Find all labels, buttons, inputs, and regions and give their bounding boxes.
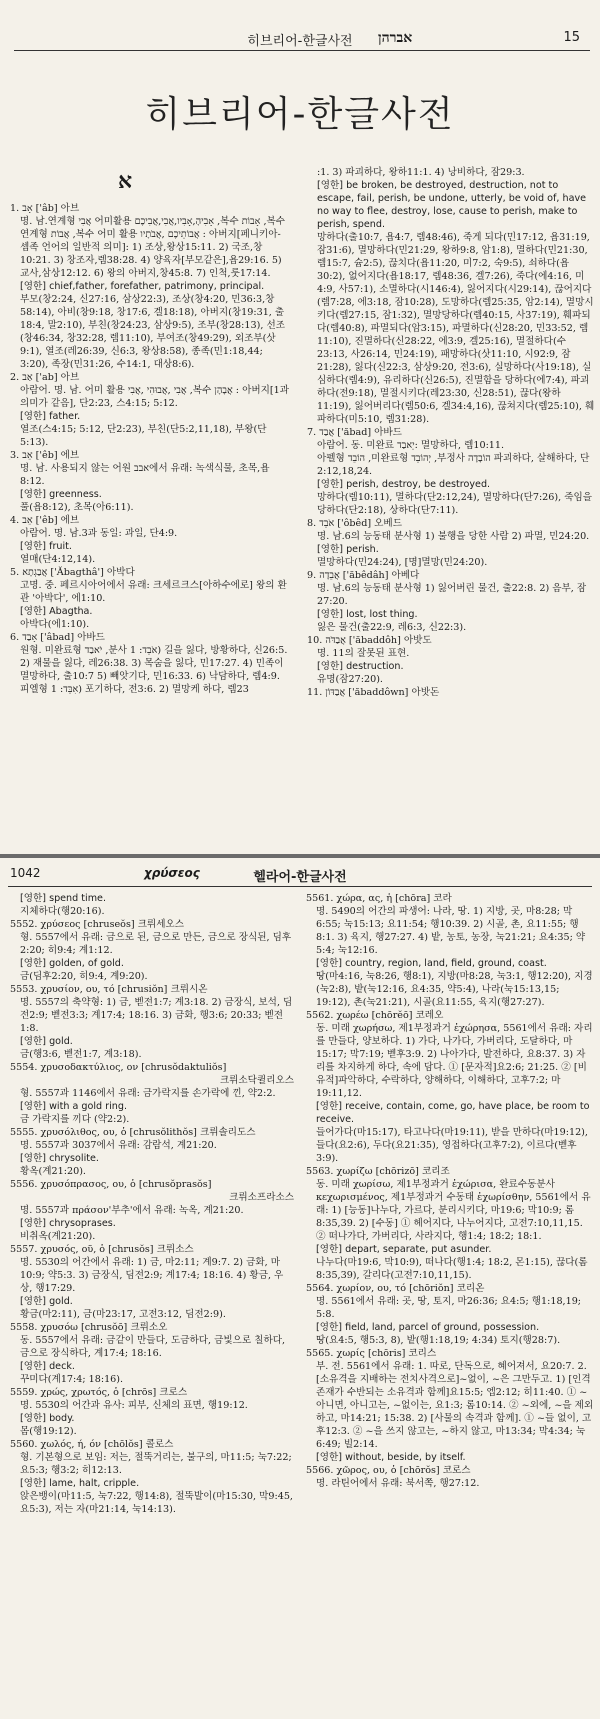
entry-english-meaning: [영한] gold. [20,1296,73,1307]
entry-definition: 명. 5557과 πράσον'부추'에서 유래: 녹옥, 계21:20. [20,1205,244,1216]
entry-headword: 2. אַב ['ab] 아브 [10,372,80,383]
entry-headword: 5556. χρυσόπρασος, ου, ὁ [chrusŏprasŏs] [10,1179,212,1190]
entry-english-meaning: [영한] be broken, be destroyed, destruction, not to escape, fail, perish, be undone, utterly, be void of, have no way to flee, destroy, lose, cause to perish, make to perish, spend. [317,180,587,230]
entry-definition: 비취옥(계21:20). [20,1231,96,1242]
header-guide-word: χρύσεος [144,866,200,880]
entry-definition: 금(딤후2:20, 히9:4, 계9:20). [20,971,148,982]
entry-definition: 명. 5557의 축약형: 1) 금, 벧전1:7; 계3:18. 2) 금장식, 보석, 딤전2:9; 벧전3:3; 계17:4; 18:16. 3) 금화, 행3:6; 20:33; 벧전1:8. [20,997,293,1034]
entry-headword: 5563. χωρίζω [chōrizō] 코리조 [306,1166,450,1177]
entry-headword: 1. אָב ['âb] 아브 [10,203,80,214]
entry-headword: 5562. χωρέω [chōrĕō] 코레오 [306,1010,444,1021]
entry-headword: 5558. χρυσόω [chrusŏō] 크뤼소오 [10,1322,168,1333]
entry-english-meaning: [영한] fruit. [20,541,72,552]
running-header-title: 헬라어-한글사전 [253,870,347,885]
entry-english-meaning: [영한] golden, of gold. [20,958,124,969]
entry-definition: :1. 3) 파괴하다, 왕하11:1. 4) 낭비하다, 잠29:3. [317,167,525,178]
entry-definition: 아람어. 동. 미완료 יֵאבַד: 멸망하다, 렘10:11. [317,440,505,451]
entry-headword: 3. אֵב ['êb] 에브 [10,450,80,461]
entry-definition: 금 가락지를 끼다 (약2:2). [20,1114,130,1125]
entry-definition: 열매(단4:12,14). [20,554,96,565]
entry-definition: 나누다(마19:6, 막10:9), 떠나다(행1:4; 18:2, 몬1:15), 끊다(롬8:35,39), 갈리다(고전7:10,11,15). [316,1257,588,1281]
entry-headword: 10. אֲבַדֹּה ['ăbaddôh] 아밧도 [307,635,432,646]
entry-definition: 명. 남.6의 능동태 분사형 1) 불행을 당한 사람 2) 파멸, 민24:20. [317,531,590,542]
entry-definition: 앉은뱅이(마11:5, 눅7:22, 행14:8), 절뚝발이(마15:30, 막9:45, 요5:3), 저는 자(마21:14, 눅14:13). [20,1491,293,1515]
entry-headword: 9. אֲבֵדָה ['ăbêdâh] 아베다 [307,570,420,581]
column-left [10,202,289,850]
entry-definition: 황옥(계21:20). [20,1166,86,1177]
entry-english-meaning: [영한] chief,father, forefather, patrimony, principal. [20,281,265,292]
entry-definition: 금(행3:6, 벧전1:7, 계3:18). [20,1049,142,1060]
entry-english-meaning: [영한] lost, lost thing. [317,609,418,620]
entry-definition: 망하다(출10:7, 욥4:7, 렘48:46), 죽게 되다(민17:12, 욥31:19, 잠31:6), 멸망하다(민21:29, 왕하9:8, 암1:8), 멸하다(민21:30, 렘15:7, 슘2:5), 끊치다(욥11:20, 미7:2, 숙9:5), 쇠하다(욥30:2), 없어지다(욥18:17, 렘48:36, 겔7:26), 죽다(에4:16, 미4:9, 사57:1), 소멸하다(시146:4), 잃어지다(시29:14), 끊어지다(렘7:28, 에3:18, 잠10:28), 도망하다(렘25:35, 암2:14), 멸망시키다(렘27:15, 잠1:32), 멸망당하다(렘40:15, 사37:19), 훼파되다(렘40:8), 파멸되다(암3:15), 파멸하다(신28:20, 민33:52, 렘11:10), 진멸하다(신28:22, 에3:9, 겔25:16), 멸절하다(수23:13, 사26:14, 민24:19), 패망하다(삿11:10, 시92:9, 잠21:28), 잃다(신22:3, 삼상9:20, 전3:6), 실망하다(사19:18), 실심하다(렘4:9), 유리하다(신26:5), 진멸함을 당하다(에7:4), 파괴하다(전9:18), 멸절시키다(레23:30, 신28:51), 끊다(왕하11:19), 잃어버리다(렘50:6, 겔34:4,16), 끊쳐지다(렘25:10), 훼파하다(미5:10, 렘31:28). [317,232,595,425]
entry-english-meaning: [영한] chrysolite. [20,1153,99,1164]
entry-definition: 지체하다(행20:16). [20,906,105,917]
entry-headword: 5552. χρύσεος [chruseŏs] 크뤼세오스 [10,919,185,930]
entry-headword: 5557. χρυσός, οῦ, ὁ [chrusŏs] 크뤼소스 [10,1244,194,1255]
entry-definition: 명. 11의 잘못된 표현. [317,648,410,659]
entry-definition: 명. 5557과 3037에서 유래: 감람석, 계21:20. [20,1140,217,1151]
entry-definition: 형. 5557과 1146에서 유래: 금가락지를 손가락에 낀, 약2:2. [20,1088,276,1099]
entry-headword: 5555. χρυσόλιθος, ου, ὁ [chrusŏlithŏs] 크뤼솔리도스 [10,1127,256,1138]
entry-definition: 들어가다(마15:17), 타고나다(마19:11), 받을 만하다(마19:12), 들다(요2:6), 두다(요21:35), 영접하다(고후7:2), 이르다(벧후3:9). [316,1127,588,1164]
column-right [307,166,595,850]
entry-definition: 열조(스4:15; 5:12, 단2:23), 부친(단5:2,11,18), 부왕(단5:13). [20,424,267,448]
entry-headword: 5565. χωρίς [chōris] 코리스 [306,1348,437,1359]
entry-definition: 동. 5557에서 유래: 금같이 만들다, 도금하다, 금빛으로 칠하다, 금으로 장식하다, 계17:4; 18:16. [20,1335,286,1359]
entry-english-meaning: [영한] country, region, land, field, ground, coast. [316,958,547,969]
entry-definition: 아람어. 명. 남. 어미 활용 אֲבִי ,אֲבוּהִי ,אֲבִי ,복수 אֲבָהָן : 아버지[1과 의미가 같음], 단2:23, 스4:15; 5:12. [20,385,289,409]
entry-headword: 5564. χωρίον, ου, τό [chōriŏn] 코리온 [306,1283,485,1294]
entry-definition: 고명. 중. 페르시아어에서 유래: 크세르크스[아하수에로] 왕의 환관 '아박다', 에1:10. [20,580,287,604]
entry-definition: 유명(잠27:20). [317,674,383,685]
entry-headword: 7. אֲבַד ['ăbad] 아바드 [307,427,402,438]
entry-definition: 풀(욥8:12), 초목(아6:11). [20,502,134,513]
running-header [0,858,600,885]
entry-definition: 피엘형 אִבֵּד: 1) 포기하다, 전3:6. 2) 멸망케 하다, 렘23 [20,684,249,695]
entry-headword: 8. אֹבֵד ['ôbêd] 오베드 [307,518,402,529]
entry-english-meaning: [영한] perish. [317,544,379,555]
entry-headword: 5553. χρυσίον, ου, τό [chrusiŏn] 크뤼시온 [10,984,208,995]
entry-definition: 명. 5530의 어간과 유사: 피부, 신체의 표면, 행19:12. [20,1400,248,1411]
entry-definition: 땅(요4:5, 행5:3, 8), 밭(행1:18,19; 4:34) 토지(행28:7). [316,1335,561,1346]
page-number: 1042 [10,866,41,880]
entry-definition: 아람어. 명. 남.3과 동일: 과일, 단4:9. [20,528,178,539]
entry-english-meaning: [영한] receive, contain, come, go, have place, be room to receive. [316,1101,590,1125]
entry-english-meaning: [영한] perish, destroy, be destroyed. [317,479,491,490]
column-right [306,892,594,1716]
dictionary-page-hebrew [0,0,600,854]
header-rule [8,886,592,887]
entry-headword: 5. אֲבַגְתָא ['Ăbagthâ'] 아박다 [10,567,135,578]
entry-definition: 꾸미다(계17:4; 18:16). [20,1374,124,1385]
entry-english-meaning: [영한] father. [20,411,81,422]
entry-definition: 명. 라틴어에서 유래: 북서쪽, 행27:12. [316,1478,480,1489]
entry-definition: 원형. 미완료형 יֹאבַד ,분사 אֹבֵד: 1) 길을 잃다, 방황하다, 신26:5. 2) 재물을 잃다, 레26:38. 3) 목숨을 잃다, 민17:27. 4) 민족이 멸망하다, 출10:7 5) 빼앗기다, 민16:33. 6) 낙담하다, 렘4:9. [20,645,288,682]
entry-english-meaning: [영한] field, land, parcel of ground, possession. [316,1322,540,1333]
entry-english-meaning: [영한] gold. [20,1036,73,1047]
entry-definition: 아펠형 הוֹבֵד ,미완료형 יְהוֹבֵד ,부정사 הוֹבָדָה 파괴하다, 살해하다, 단2:12,18,24. [317,453,590,477]
header-rule [14,50,590,51]
column-left [10,892,294,1716]
entry-english-meaning: [영한] destruction. [317,661,404,672]
entry-english-meaning: [영한] depart, separate, put asunder. [316,1244,492,1255]
entry-headword: 5561. χώρα, ας, ἡ [chōra] 코라 [306,893,452,904]
entry-definition: 명. 5490의 어간의 파생어: 나라, 땅. 1) 지방, 곳, 마8:28; 막6:55; 눅15:13; 요11:54; 행10:39. 2) 시골, 촌, 요11:55; 행8:1. 3) 육지, 행27:27. 4) 밭, 농토, 농장, 눅21:21; 요4:35; 약5:4; 눅12:16. [316,906,586,956]
entry-definition: 형. 5557에서 유래: 금으로 된, 금으로 만든, 금으로 장식된, 딤후2:20; 히9:4; 계1:12. [20,932,292,956]
dictionary-page-greek [0,858,600,1719]
entry-definition: 망하다(렘10:11), 멸하다(단2:12,24), 멸망하다(단7:26), 죽임을 당하다(단2:18), 상하다(단7:11). [317,492,593,516]
entry-definition: 명. 남. 사용되지 않는 어원 אבב에서 유래: 녹색식물, 초목,욥8:12. [20,463,270,487]
entry-pronunciation: 크뤼소닥퀼리오스 [219,1075,294,1086]
hebrew-logo-text: אברהן [378,30,413,46]
entry-definition: 형. 기본형으로 보임: 저는, 절뚝거리는, 불구의, 마11:5; 눅7:22; 요5:3; 행3:2; 히12:13. [20,1452,292,1476]
entry-definition: 아박다(에1:10). [20,619,90,630]
entry-english-meaning: [영한] spend time. [20,893,107,904]
entry-definition: 부모(창2:24, 신27:16, 삼상22:3), 조상(창4:20, 민36:3,창58:14), 아비(창9:18, 창17:6, 겔18:18), 아버지(창19:31, 출18:4, 말2:10), 부친(창24:23, 삼상9:5), 조부(창28:13), 선조(창46:34, 창32:28, 렘11:10), 부여조(창49:29), 외조부(삿9:1), 열조(레26:39, 신6:3, 왕상8:58), 종족(민1:18,44; 3:20), 족장(민31:26, 수14:1, 대상8:6). [20,294,285,370]
entry-definition: 땅(마4:16, 눅8:26, 행8:1), 지방(마8:28, 눅3:1, 행12:20), 지경(눅2:8), 밭(눅12:16, 요4:35, 약5:4), 나라(눅15:13,15; 19:12), 촌(눅21:21), 시골(요11:55, 육지(행27:27). [316,971,593,1008]
entry-definition: 멸망하다(민24:24), [명]멸망(민24:20). [317,557,488,568]
entry-definition: 명. 5561에서 유래: 곳, 땅, 토지, 마26:36; 요4:5; 행1:18,19; 5:8. [316,1296,582,1320]
entry-definition: 명. 남.6의 능동태 분사형 1) 잃어버린 물건, 출22:8. 2) 음부, 잠27:20. [317,583,587,607]
entry-english-meaning: [영한] with a gold ring. [20,1101,127,1112]
entry-headword: 6. אָבַד ['âbad] 아바드 [10,632,105,643]
entry-definition: 잃은 물건(출22:9, 레6:3, 신22:3). [317,622,467,633]
entry-english-meaning: [영한] chrysoprases. [20,1218,116,1229]
entry-headword: 11. אֲבַדּוֹן ['ăbaddôwn] 아밧돈 [307,687,440,698]
entry-definition: 부. 전. 5561에서 유래: 1. 따로, 단독으로, 혜어져서, 요20:7. 2. [소유격을 지배하는 전치사격으로]~없이, ~은 그만두고. 1) [인격존재가 수반되는 소유격과 함께]요15:5; 엡2:12; 히11:40. ① ~아니면, 아니고는, ~없이는, 요1:3; 롬10:14. ② ~외에, ~을 제외하고, 마14:21; 15:38. 2) [사물의 속격과 함께]. ① ~들 없이, 고후12:3. ② ~을 쓰지 않고는, ~하지 않고, 마13:34; 막4:34; 눅6:49; 빌2:14. [316,1361,594,1450]
entry-definition: 명. 남.연계형 אֲבִי 어미활용 אָבִיהָ,אָבִיו,אֲבִי,אֲבִיכֶם ,복수 אָבוֹת ,복수 연계형 אֲבוֹת ,복수 어미 활용 אֲבוֹתֵיכֶם ,אֲבֹתָיו : 아버지[페니키아-셈족 언어의 일반적 의미]: 1) 조상,왕상15:11. 2) 국조,창10:21. 3) 창조자,렘38:28. 4) 양육자[부모같은],욥29:16. 5) 교사,삼상12:12. 6) 왕의 아버지,창45:8. 7) 인척,룻17:14. [20,216,286,279]
section-letter: א [118,168,133,194]
entry-headword: 5566. χῶρος, ου, ὁ [chōrŏs] 코로스 [306,1465,471,1476]
entry-headword: 5560. χωλός, ή, όν [chōlŏs] 콜로스 [10,1439,174,1450]
entry-definition: 몸(행19:12). [20,1426,77,1437]
entry-english-meaning: [영한] Abagtha. [20,606,93,617]
entry-headword: 5559. χρώς, χρωτός, ὁ [chrōs] 크로스 [10,1387,188,1398]
entry-english-meaning: [영한] greenness. [20,489,102,500]
entry-english-meaning: [영한] lame, halt, cripple. [20,1478,140,1489]
page-title: 히브리어-한글사전 [145,94,455,135]
entry-definition: 황금(마2:11), 금(마23:17, 고전3:12, 딤전2:9). [20,1309,226,1320]
entry-english-meaning: [영한] deck. [20,1361,75,1372]
entry-definition: 명. 5530의 어간에서 유래: 1) 금, 마2:11; 계9:7. 2) 금화, 마10:9; 약5:3. 3) 금장식, 딤전2:9; 계17:4; 18:16. 4) 황금, 우상, 행17:29. [20,1257,284,1294]
entry-headword: 4. אֵב ['êb] 에브 [10,515,80,526]
entry-english-meaning: [영한] body. [20,1413,75,1424]
running-header-title: 히브리어-한글사전 [247,34,353,49]
page-number: 15 [563,30,580,45]
entry-headword: 5554. χρυσοδακτύλιος, ον [chrusŏdaktuliŏs] [10,1062,227,1073]
entry-definition: 동. 미래 χωρίσω, 제1부정과거 ἐχώρισα, 완료수동분사 κεχωρισμένος, 제1부정과거 수동태 ἐχωρίσθην, 5561에서 유래: 1) [능동]나누다, 가르다, 분리시키다, 마19:6; 막10:9; 롬8:35,39. 2) [수동] ① 헤어지다, 나누어지다, 고전7:10,11,15. ② 떠나가다, 가버리다, 사라지다, 행1:4; 18:2; 18:1. [316,1179,591,1242]
entry-english-meaning: [영한] without, beside, by itself. [316,1452,466,1463]
entry-pronunciation: 크뤼소프라소스 [229,1192,294,1203]
entry-definition: 동. 미래 χωρήσω, 제1부정과거 ἐχώρησα, 5561에서 유래: 자리를 만들다, 양보하다. 1) 가다, 나가다, 가버리다, 도달하다, 마15:17; 막7:19; 벧후3:9. 2) 나아가다, 발전하다, 요8:37. 3) 자리를 차지하게 하다, 속에 담다. ① [문자적]요2:6; 21:25. ② [비유적]파악하다, 수락하다, 양해하다, 이해하다, 고후7:2; 마19:11,12. [316,1023,593,1099]
